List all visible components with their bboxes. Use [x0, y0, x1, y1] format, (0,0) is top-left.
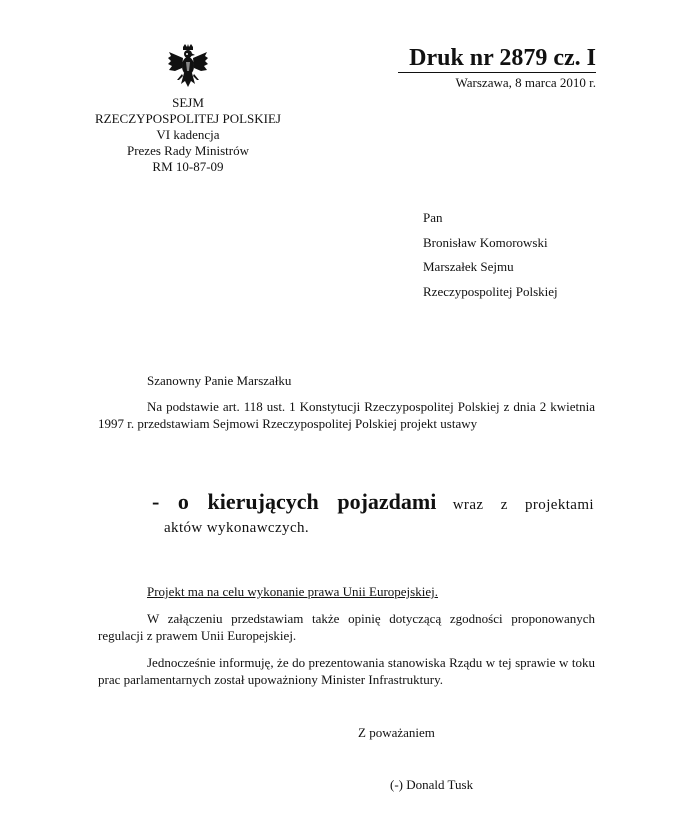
- institution-line: SEJM: [172, 95, 204, 110]
- bill-title: [152, 489, 594, 538]
- signature: (-) Donald Tusk: [390, 777, 474, 792]
- institution-line: RM 10-87-09: [152, 159, 224, 174]
- recipient-line: Marszałek Sejmu: [423, 259, 514, 274]
- salutation: Szanowny Panie Marszałku: [147, 373, 292, 388]
- institution-header: [62, 95, 314, 175]
- intro-paragraph: [98, 398, 595, 432]
- institution-line: RZECZYPOSPOLITEJ POLSKIEJ: [95, 111, 281, 126]
- recipient-line: Rzeczypospolitej Polskiej: [423, 284, 558, 299]
- bill-title-main: - o kierujących pojazdami: [152, 489, 437, 514]
- institution-line: Prezes Rady Ministrów: [126, 143, 250, 158]
- recipient-line: Bronisław Komorowski: [423, 235, 548, 250]
- place-date: Warszawa, 8 marca 2010 r.: [455, 75, 596, 90]
- bill-title-rest: wraz z projektami: [452, 497, 594, 513]
- institution-line: VI kadencja: [156, 127, 220, 142]
- polish-eagle-emblem-icon: [167, 44, 209, 90]
- bill-title-line: [152, 489, 594, 518]
- closing-regards: Z poważaniem: [358, 725, 435, 740]
- intro-text: Na podstawie art. 118 ust. 1 Konstytucji Rzeczypospolitej Polskiej z dnia 2 kwietnia 1997 r. przedstawiam Sejmowi Rzeczypospolitej Polskiej projekt ustawy: [98, 399, 595, 431]
- recipient-line: Pan: [423, 210, 443, 225]
- eu-purpose-statement: Projekt ma na celu wykonanie prawa Unii Europejskiej.: [147, 584, 438, 599]
- representation-text: Jednocześnie informuję, że do prezentowania stanowiska Rządu w tej sprawie w toku prac parlamentarnych został upoważniony Minister Infrastruktury.: [98, 655, 595, 687]
- document-number-underline: [398, 72, 596, 73]
- attachment-text: W załączeniu przedstawiam także opinię dotyczącą zgodności proponowanych regulacji z prawem Unii Europejskiej.: [98, 611, 595, 643]
- attachment-paragraph: [98, 610, 595, 644]
- bill-title-line2: aktów wykonawczych.: [164, 520, 310, 536]
- document-number: Druk nr 2879 cz. I: [409, 45, 596, 71]
- representation-paragraph: [98, 654, 595, 688]
